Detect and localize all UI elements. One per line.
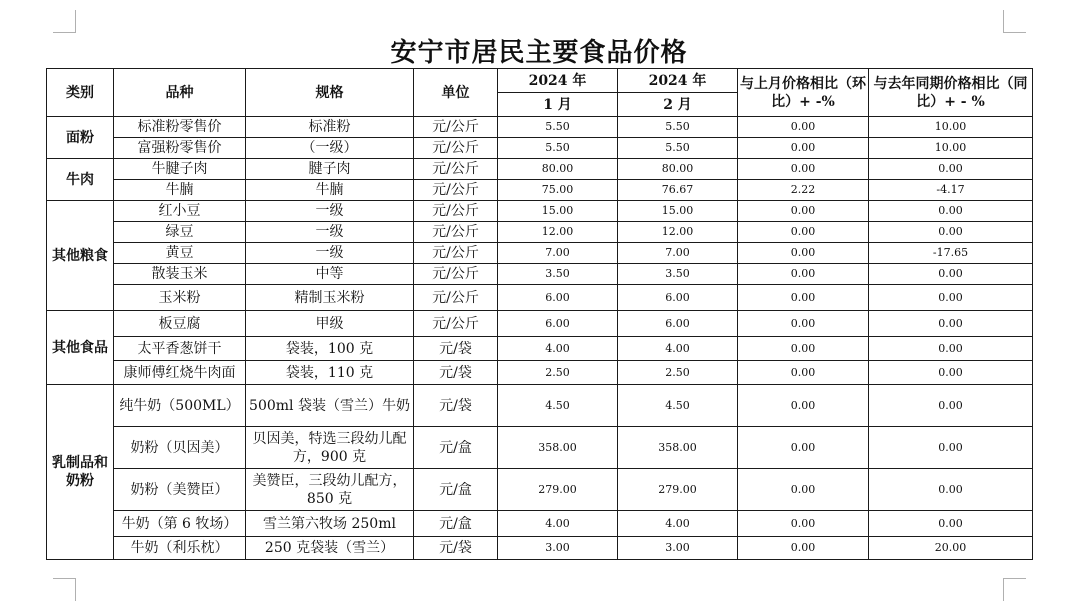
table-row: [47, 201, 1033, 222]
variety-cell: 散装玉米: [114, 264, 246, 285]
spec-cell: 腱子肉: [246, 159, 414, 180]
feb-price-cell: 6.00: [618, 285, 738, 311]
unit-cell: 元/公斤: [414, 285, 498, 311]
mom-change-cell: 2.22: [738, 180, 869, 201]
feb-price-cell: 12.00: [618, 222, 738, 243]
jan-price-cell: 4.00: [498, 337, 618, 361]
jan-price-cell: 5.50: [498, 117, 618, 138]
spec-cell: 贝因美，特选三段幼儿配方，900 克: [246, 427, 414, 469]
mom-change-cell: 0.00: [738, 361, 869, 385]
spec-cell: （一级）: [246, 138, 414, 159]
mom-change-cell: 0.00: [738, 385, 869, 427]
feb-price-cell: 15.00: [618, 201, 738, 222]
variety-cell: 红小豆: [114, 201, 246, 222]
mom-change-cell: 0.00: [738, 264, 869, 285]
mom-change-cell: 0.00: [738, 511, 869, 537]
jan-price-cell: 15.00: [498, 201, 618, 222]
mom-change-cell: 0.00: [738, 159, 869, 180]
feb-price-cell: 3.00: [618, 537, 738, 560]
unit-cell: 元/公斤: [414, 243, 498, 264]
table-row: [47, 537, 1033, 560]
unit-cell: 元/袋: [414, 385, 498, 427]
spec-cell: 一级: [246, 222, 414, 243]
table-row: [47, 264, 1033, 285]
unit-cell: 元/公斤: [414, 180, 498, 201]
jan-price-cell: 6.00: [498, 311, 618, 337]
crop-mark-bottom-left: [53, 578, 76, 601]
table-row: [47, 138, 1033, 159]
spec-cell: 精制玉米粉: [246, 285, 414, 311]
table-row: [47, 159, 1033, 180]
jan-price-cell: 279.00: [498, 469, 618, 511]
yoy-change-cell: 10.00: [869, 117, 1033, 138]
variety-cell: 奶粉（贝因美）: [114, 427, 246, 469]
mom-change-cell: 0.00: [738, 222, 869, 243]
spec-cell: 雪兰第六牧场 250ml: [246, 511, 414, 537]
jan-price-cell: 2.50: [498, 361, 618, 385]
yoy-change-cell: 0.00: [869, 337, 1033, 361]
jan-price-cell: 80.00: [498, 159, 618, 180]
jan-price-cell: 5.50: [498, 138, 618, 159]
mom-change-cell: 0.00: [738, 285, 869, 311]
variety-cell: 绿豆: [114, 222, 246, 243]
mom-change-cell: 0.00: [738, 469, 869, 511]
spec-cell: 中等: [246, 264, 414, 285]
unit-cell: 元/公斤: [414, 222, 498, 243]
feb-price-cell: 279.00: [618, 469, 738, 511]
table-row: [47, 311, 1033, 337]
feb-price-cell: 7.00: [618, 243, 738, 264]
yoy-change-cell: 0.00: [869, 511, 1033, 537]
header-month-feb: 2 月: [618, 93, 738, 117]
category-cell: 面粉: [47, 117, 114, 159]
jan-price-cell: 75.00: [498, 180, 618, 201]
mom-change-cell: 0.00: [738, 201, 869, 222]
jan-price-cell: 4.00: [498, 511, 618, 537]
unit-cell: 元/公斤: [414, 138, 498, 159]
yoy-change-cell: 0.00: [869, 385, 1033, 427]
unit-cell: 元/公斤: [414, 311, 498, 337]
yoy-change-cell: 20.00: [869, 537, 1033, 560]
unit-cell: 元/公斤: [414, 201, 498, 222]
category-cell: 其他食品: [47, 311, 114, 385]
unit-cell: 元/盒: [414, 511, 498, 537]
feb-price-cell: 80.00: [618, 159, 738, 180]
spec-cell: 一级: [246, 201, 414, 222]
unit-cell: 元/公斤: [414, 264, 498, 285]
variety-cell: 牛奶（利乐枕）: [114, 537, 246, 560]
feb-price-cell: 358.00: [618, 427, 738, 469]
yoy-change-cell: -17.65: [869, 243, 1033, 264]
table-row: [47, 385, 1033, 427]
mom-change-cell: 0.00: [738, 117, 869, 138]
feb-price-cell: 5.50: [618, 138, 738, 159]
crop-mark-bottom-right: [1003, 578, 1026, 601]
header-row: [47, 69, 1033, 93]
table-row: [47, 180, 1033, 201]
variety-cell: 太平香葱饼干: [114, 337, 246, 361]
mom-change-cell: 0.00: [738, 311, 869, 337]
spec-cell: 标准粉: [246, 117, 414, 138]
header-variety: 品种: [114, 69, 246, 117]
header-spec: 规格: [246, 69, 414, 117]
unit-cell: 元/袋: [414, 537, 498, 560]
table-row: [47, 469, 1033, 511]
mom-change-cell: 0.00: [738, 138, 869, 159]
mom-change-cell: 0.00: [738, 427, 869, 469]
feb-price-cell: 5.50: [618, 117, 738, 138]
variety-cell: 板豆腐: [114, 311, 246, 337]
spec-cell: 袋装，100 克: [246, 337, 414, 361]
feb-price-cell: 3.50: [618, 264, 738, 285]
yoy-change-cell: 0.00: [869, 201, 1033, 222]
feb-price-cell: 4.00: [618, 337, 738, 361]
feb-price-cell: 4.00: [618, 511, 738, 537]
header-year-feb: 2024 年: [618, 69, 738, 93]
variety-cell: 玉米粉: [114, 285, 246, 311]
spec-cell: 250 克袋装（雪兰）: [246, 537, 414, 560]
yoy-change-cell: 0.00: [869, 264, 1033, 285]
variety-cell: 牛腱子肉: [114, 159, 246, 180]
yoy-change-cell: 0.00: [869, 469, 1033, 511]
document-title: 安宁市居民主要食品价格: [390, 38, 688, 68]
unit-cell: 元/盒: [414, 469, 498, 511]
category-cell: 其他粮食: [47, 201, 114, 311]
jan-price-cell: 3.00: [498, 537, 618, 560]
jan-price-cell: 4.50: [498, 385, 618, 427]
feb-price-cell: 2.50: [618, 361, 738, 385]
table-row: [47, 117, 1033, 138]
feb-price-cell: 6.00: [618, 311, 738, 337]
variety-cell: 纯牛奶（500ML）: [114, 385, 246, 427]
crop-mark-top-right: [1003, 10, 1026, 33]
table-row: [47, 222, 1033, 243]
variety-cell: 康师傅红烧牛肉面: [114, 361, 246, 385]
unit-cell: 元/盒: [414, 427, 498, 469]
variety-cell: 牛腩: [114, 180, 246, 201]
feb-price-cell: 76.67: [618, 180, 738, 201]
spec-cell: 500ml 袋装（雪兰）牛奶: [246, 385, 414, 427]
yoy-change-cell: -4.17: [869, 180, 1033, 201]
variety-cell: 富强粉零售价: [114, 138, 246, 159]
header-yoy: 与去年同期价格相比（同比）+ - %: [869, 69, 1033, 117]
jan-price-cell: 358.00: [498, 427, 618, 469]
jan-price-cell: 6.00: [498, 285, 618, 311]
header-year-jan: 2024 年: [498, 69, 618, 93]
table-row: [47, 427, 1033, 469]
category-cell: 乳制品和奶粉: [47, 385, 114, 560]
food-price-table: [46, 68, 1033, 560]
table-row: [47, 511, 1033, 537]
jan-price-cell: 7.00: [498, 243, 618, 264]
spec-cell: 一级: [246, 243, 414, 264]
table-row: [47, 361, 1033, 385]
feb-price-cell: 4.50: [618, 385, 738, 427]
unit-cell: 元/公斤: [414, 117, 498, 138]
yoy-change-cell: 0.00: [869, 285, 1033, 311]
header-unit: 单位: [414, 69, 498, 117]
table-row: [47, 337, 1033, 361]
variety-cell: 牛奶（第 6 牧场）: [114, 511, 246, 537]
unit-cell: 元/袋: [414, 361, 498, 385]
yoy-change-cell: 0.00: [869, 427, 1033, 469]
header-month-jan: 1 月: [498, 93, 618, 117]
table-row: [47, 285, 1033, 311]
spec-cell: 袋装，110 克: [246, 361, 414, 385]
yoy-change-cell: 0.00: [869, 311, 1033, 337]
spec-cell: 牛腩: [246, 180, 414, 201]
yoy-change-cell: 10.00: [869, 138, 1033, 159]
table-row: [47, 243, 1033, 264]
variety-cell: 黄豆: [114, 243, 246, 264]
yoy-change-cell: 0.00: [869, 222, 1033, 243]
variety-cell: 标准粉零售价: [114, 117, 246, 138]
unit-cell: 元/袋: [414, 337, 498, 361]
jan-price-cell: 3.50: [498, 264, 618, 285]
spec-cell: 美赞臣，三段幼儿配方，850 克: [246, 469, 414, 511]
jan-price-cell: 12.00: [498, 222, 618, 243]
variety-cell: 奶粉（美赞臣）: [114, 469, 246, 511]
yoy-change-cell: 0.00: [869, 361, 1033, 385]
crop-mark-top-left: [53, 10, 76, 33]
header-mom: 与上月价格相比（环比）+ -%: [738, 69, 869, 117]
unit-cell: 元/公斤: [414, 159, 498, 180]
mom-change-cell: 0.00: [738, 537, 869, 560]
mom-change-cell: 0.00: [738, 243, 869, 264]
mom-change-cell: 0.00: [738, 337, 869, 361]
yoy-change-cell: 0.00: [869, 159, 1033, 180]
spec-cell: 甲级: [246, 311, 414, 337]
header-category: 类别: [47, 69, 114, 117]
table-body: [47, 117, 1033, 560]
category-cell: 牛肉: [47, 159, 114, 201]
